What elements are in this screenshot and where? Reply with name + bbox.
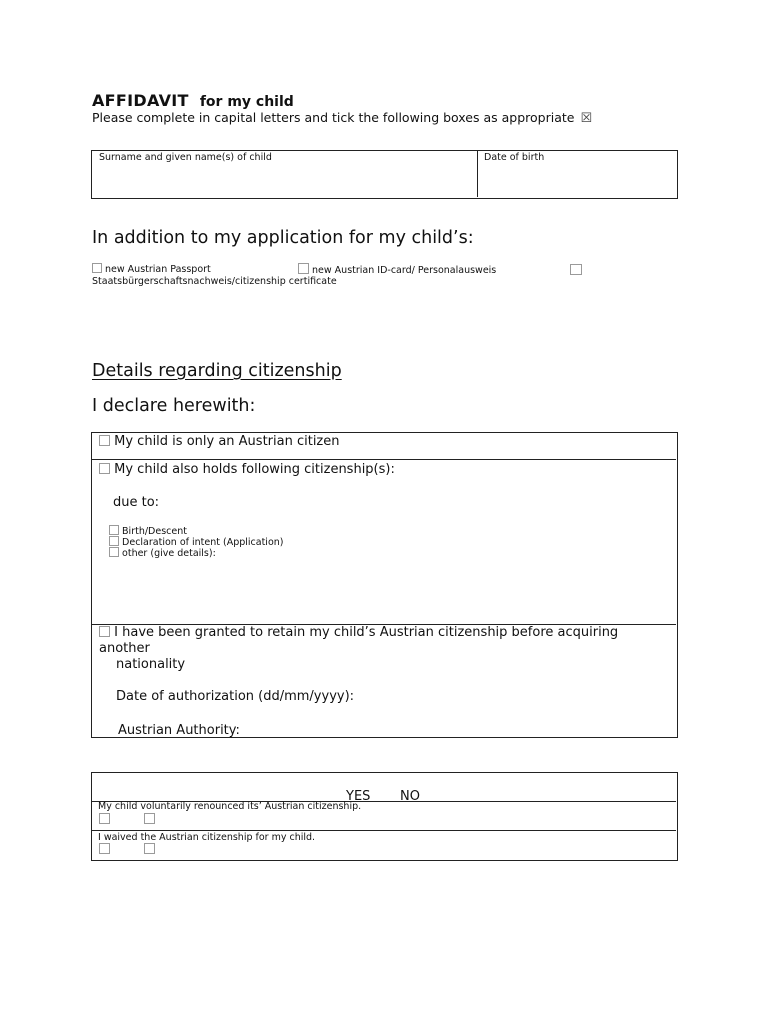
- application-option-passport: [92, 263, 211, 275]
- waived-no-checkbox[interactable]: [144, 843, 155, 854]
- also-holds-row: [99, 462, 395, 477]
- page-title: [92, 91, 294, 110]
- dob-label: Date of birth: [484, 152, 545, 163]
- yes-no-table: [91, 772, 678, 861]
- reason-other-label: other (give details):: [122, 548, 216, 559]
- reason-declaration-label: Declaration of intent (Application): [122, 537, 284, 548]
- application-heading: In addition to my application for my child’s:: [92, 228, 474, 248]
- granted-checkbox[interactable]: [99, 626, 110, 637]
- child-name-cell[interactable]: [92, 151, 478, 197]
- application-option-idcard: [298, 263, 496, 276]
- only-austrian-label: My child is only an Austrian citizen: [114, 434, 340, 449]
- instruction-line: [92, 110, 592, 126]
- waived-yes-checkbox[interactable]: [99, 843, 110, 854]
- title-main: AFFIDAVIT: [92, 91, 189, 110]
- due-to-label: due to:: [113, 495, 160, 510]
- dob-cell[interactable]: [478, 151, 676, 197]
- idcard-checkbox[interactable]: [298, 263, 309, 274]
- citizenship-heading: Details regarding citizenship: [92, 361, 342, 381]
- checked-box-icon: ☒: [580, 111, 593, 126]
- granted-label-continued: nationality: [116, 657, 186, 672]
- reason-declaration-checkbox[interactable]: [109, 536, 119, 546]
- idcard-label: new Austrian ID-card/ Personalausweis: [312, 265, 497, 276]
- citizenship-certificate-checkbox[interactable]: [570, 264, 582, 275]
- austrian-authority-label: Austrian Authority:: [118, 723, 240, 738]
- reason-birth-checkbox[interactable]: [109, 525, 119, 535]
- reason-other-checkbox[interactable]: [109, 547, 119, 557]
- declare-heading: I declare herewith:: [92, 396, 256, 416]
- citizenship-certificate-label: Staatsbürgerschaftsnachweis/citizenship certificate: [92, 276, 337, 287]
- row-divider: [92, 459, 676, 460]
- child-info-table: [91, 150, 678, 199]
- renounced-yes-checkbox[interactable]: [99, 813, 110, 824]
- renounced-question: My child voluntarily renounced its’ Austrian citizenship.: [98, 801, 362, 812]
- reason-birth-label: Birth/Descent: [122, 526, 187, 537]
- renounced-no-checkbox[interactable]: [144, 813, 155, 824]
- row-divider: [92, 830, 676, 831]
- authorization-date-label: Date of authorization (dd/mm/yyyy):: [116, 689, 355, 704]
- instruction-text: Please complete in capital letters and tick the following boxes as appropriate: [92, 110, 575, 125]
- yes-column-header: YES: [346, 789, 371, 804]
- also-holds-label: My child also holds following citizenship(s):: [114, 462, 395, 477]
- title-suffix: for my child: [199, 94, 294, 110]
- child-name-label: Surname and given name(s) of child: [99, 152, 272, 163]
- only-austrian-checkbox[interactable]: [99, 435, 110, 446]
- passport-label: new Austrian Passport: [105, 264, 211, 275]
- no-column-header: NO: [400, 789, 420, 804]
- only-austrian-row: [99, 434, 340, 449]
- reason-other: [109, 547, 216, 559]
- waived-question: I waived the Austrian citizenship for my child.: [98, 832, 316, 843]
- granted-label: I have been granted to retain my child’s Austrian citizenship before acquiring another: [99, 625, 619, 656]
- passport-checkbox[interactable]: [92, 263, 102, 273]
- declaration-table: [91, 432, 678, 738]
- granted-row: [99, 625, 671, 656]
- also-holds-checkbox[interactable]: [99, 463, 110, 474]
